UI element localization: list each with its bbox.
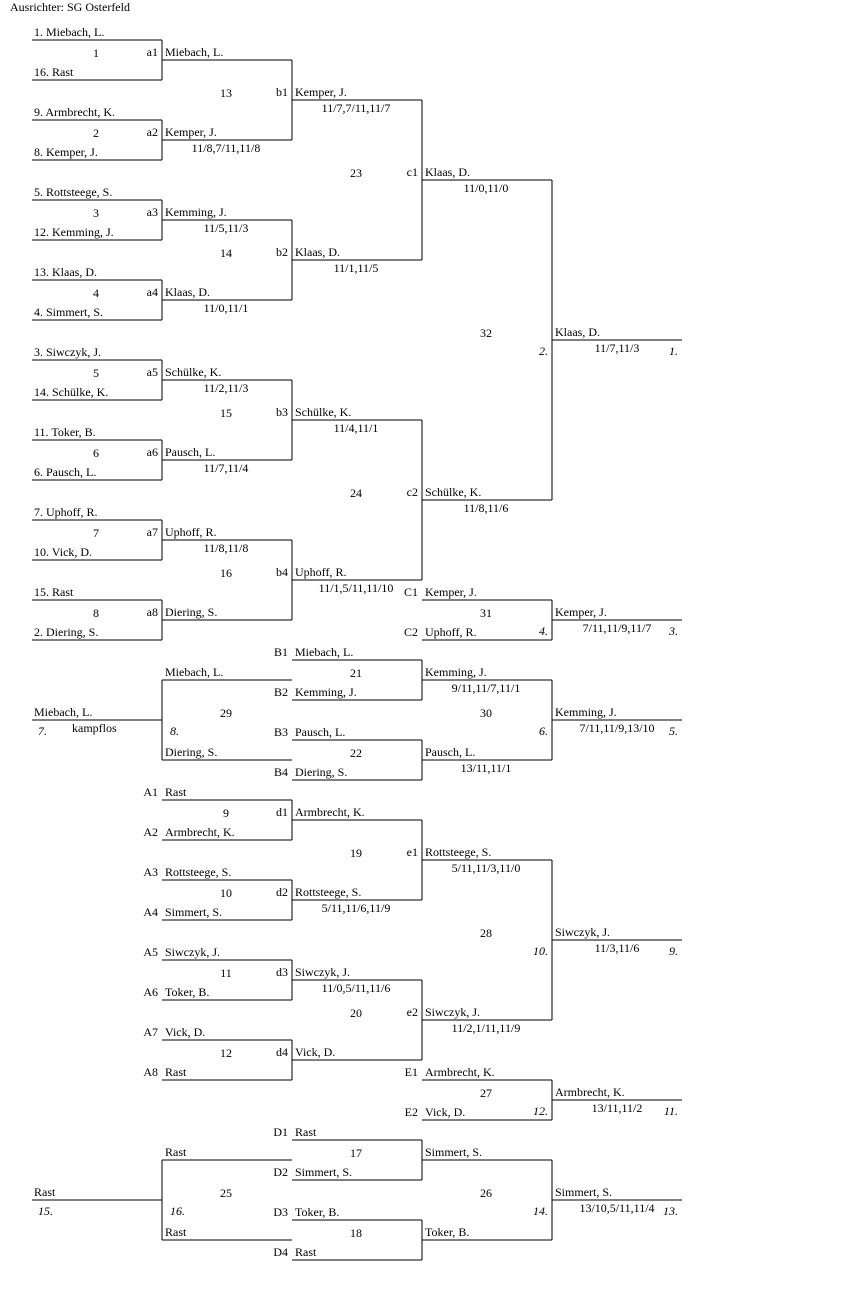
match-number: 15 bbox=[220, 406, 232, 420]
place3-match bbox=[404, 585, 682, 640]
slot-player: Rottsteege, S. bbox=[165, 865, 232, 879]
match-number: 2 bbox=[93, 126, 99, 140]
match-number: 8 bbox=[93, 606, 99, 620]
match-score: 11/7,11/4 bbox=[203, 461, 249, 475]
match-number: 20 bbox=[350, 1006, 362, 1020]
match-code: a1 bbox=[146, 45, 158, 59]
slot-label: A6 bbox=[143, 985, 158, 999]
match-score: 7/11,11/9,13/10 bbox=[579, 721, 655, 735]
match-winner: Pausch, L. bbox=[425, 745, 476, 759]
slot-player: Rast bbox=[295, 1125, 317, 1139]
match-winner: Kemper, J. bbox=[555, 605, 607, 619]
slot-player: Kemming, J. bbox=[295, 685, 357, 699]
place13-bracket bbox=[32, 1125, 682, 1260]
seed-entry: 6. Pausch, L. bbox=[34, 465, 97, 479]
seed-entry: 4. Simmert, S. bbox=[34, 305, 104, 319]
match-number: 12 bbox=[220, 1046, 232, 1060]
slot-label: D3 bbox=[273, 1205, 288, 1219]
match-number: 30 bbox=[480, 706, 492, 720]
match-number: 31 bbox=[480, 606, 492, 620]
match-score: 11/8,11/8 bbox=[203, 541, 249, 555]
slot-label: A7 bbox=[143, 1025, 158, 1039]
place-label: 2. bbox=[539, 344, 548, 358]
match-winner: Simmert, S. bbox=[425, 1145, 483, 1159]
match-winner: Uphoff, R. bbox=[295, 565, 347, 579]
match-winner: Siwczyk, J. bbox=[425, 1005, 480, 1019]
match-code: e1 bbox=[406, 845, 418, 859]
slot-player: Uphoff, R. bbox=[425, 625, 477, 639]
main-draw-lines bbox=[32, 40, 682, 640]
match-score: 7/11,11/9,11/7 bbox=[582, 621, 652, 635]
match-number: 23 bbox=[350, 166, 362, 180]
place-label: 9. bbox=[669, 944, 678, 958]
slot-player: Rast bbox=[295, 1245, 317, 1259]
slot-label: D1 bbox=[273, 1125, 288, 1139]
slot-label: C2 bbox=[403, 625, 418, 639]
match-score: 5/11,11/6,11/9 bbox=[321, 901, 391, 915]
match-number: 18 bbox=[350, 1226, 362, 1240]
match-winner: Simmert, S. bbox=[555, 1185, 613, 1199]
slot-player: Vick, D. bbox=[165, 1025, 206, 1039]
match-code: a7 bbox=[146, 525, 158, 539]
slot-label: B3 bbox=[273, 725, 288, 739]
match-code: b3 bbox=[276, 405, 288, 419]
match-number: 29 bbox=[220, 706, 232, 720]
match-score: 11/8,7/11,11/8 bbox=[191, 141, 261, 155]
match-code: a4 bbox=[146, 285, 158, 299]
match-code: d2 bbox=[276, 885, 288, 899]
match-score: 9/11,11/7,11/1 bbox=[451, 681, 521, 695]
match-winner: Kemper, J. bbox=[165, 125, 217, 139]
match-winner: Schülke, K. bbox=[295, 405, 352, 419]
match-winner: Armbrecht, K. bbox=[555, 1085, 625, 1099]
match-winner: Uphoff, R. bbox=[165, 525, 217, 539]
round1-matches bbox=[93, 45, 260, 620]
match-winner: Kemming, J. bbox=[555, 705, 617, 719]
match-score: 13/11,11/2 bbox=[591, 1101, 643, 1115]
seed-list bbox=[34, 25, 115, 639]
match-winner: Diering, S. bbox=[165, 605, 218, 619]
slot-label: A5 bbox=[143, 945, 158, 959]
slot-player: Diering, S. bbox=[165, 745, 218, 759]
match-code: a5 bbox=[146, 365, 158, 379]
seed-entry: 1. Miebach, L. bbox=[34, 25, 105, 39]
match-code: c2 bbox=[406, 485, 418, 499]
slot-player: Siwczyk, J. bbox=[165, 945, 220, 959]
match-number: 3 bbox=[93, 206, 99, 220]
match-score: 13/11,11/1 bbox=[460, 761, 512, 775]
semifinal-matches bbox=[350, 165, 508, 515]
slot-player: Miebach, L. bbox=[165, 665, 224, 679]
slot-label: A2 bbox=[143, 825, 158, 839]
slot-label: B2 bbox=[273, 685, 288, 699]
match-score: 13/10,5/11,11/4 bbox=[579, 1201, 655, 1215]
place-label: 5. bbox=[669, 724, 678, 738]
match-winner: Rottsteege, S. bbox=[425, 845, 492, 859]
champion-name: Klaas, D. bbox=[555, 325, 600, 339]
match-score: 11/1,5/11,11/10 bbox=[318, 581, 394, 595]
slot-player: Simmert, S. bbox=[295, 1165, 353, 1179]
slot-player: Diering, S. bbox=[295, 765, 348, 779]
match-winner: Schülke, K. bbox=[165, 365, 222, 379]
match-winner: Rottsteege, S. bbox=[295, 885, 362, 899]
slot-player: Kemper, J. bbox=[425, 585, 477, 599]
match-winner: Kemming, J. bbox=[165, 205, 227, 219]
match-code: a6 bbox=[146, 445, 158, 459]
round2-matches bbox=[220, 85, 393, 595]
match-winner: Schülke, K. bbox=[425, 485, 482, 499]
slot-label: B4 bbox=[273, 765, 288, 779]
seed-entry: 13. Klaas, D. bbox=[34, 265, 97, 279]
match-score: 11/0,11/0 bbox=[463, 181, 509, 195]
match-code: b1 bbox=[276, 85, 288, 99]
place-label: 10. bbox=[533, 944, 548, 958]
match-number: 26 bbox=[480, 1186, 492, 1200]
seed-entry: 3. Siwczyk, J. bbox=[34, 345, 101, 359]
match-score: 11/4,11/1 bbox=[333, 421, 379, 435]
match-code: c1 bbox=[406, 165, 418, 179]
organizer-header: Ausrichter: SG Osterfeld bbox=[10, 0, 130, 14]
match-winner: Kemper, J. bbox=[295, 85, 347, 99]
slot-player: Rast bbox=[165, 1225, 187, 1239]
match-winner: Toker, B. bbox=[425, 1225, 470, 1239]
match-number: 14 bbox=[220, 246, 232, 260]
slot-player: Armbrecht, K. bbox=[165, 825, 235, 839]
match-winner: Klaas, D. bbox=[165, 285, 210, 299]
seed-entry: 14. Schülke, K. bbox=[34, 385, 109, 399]
match-number: 32 bbox=[480, 326, 492, 340]
match-winner: Miebach, L. bbox=[34, 705, 93, 719]
place-label: 4. bbox=[539, 624, 548, 638]
slot-player: Rast bbox=[165, 1065, 187, 1079]
match-number: 13 bbox=[220, 86, 232, 100]
slot-player: Pausch, L. bbox=[295, 725, 346, 739]
seed-entry: 8. Kemper, J. bbox=[34, 145, 98, 159]
match-score: 11/2,11/3 bbox=[203, 381, 249, 395]
place-label: 6. bbox=[539, 724, 548, 738]
match-winner: Siwczyk, J. bbox=[555, 925, 610, 939]
match-winner: Klaas, D. bbox=[295, 245, 340, 259]
match-number: 17 bbox=[350, 1146, 362, 1160]
place-label: 15. bbox=[38, 1204, 53, 1218]
match-number: 10 bbox=[220, 886, 232, 900]
match-winner: Siwczyk, J. bbox=[295, 965, 350, 979]
place-label: 16. bbox=[170, 1204, 185, 1218]
place-label: 11. bbox=[663, 1104, 678, 1118]
place11-match bbox=[405, 1065, 682, 1120]
slot-label: D2 bbox=[273, 1165, 288, 1179]
slot-player: Armbrecht, K. bbox=[425, 1065, 495, 1079]
slot-player: Toker, B. bbox=[295, 1205, 340, 1219]
place-label: 7. bbox=[38, 724, 47, 738]
match-number: 6 bbox=[93, 446, 99, 460]
match-number: 11 bbox=[220, 966, 232, 980]
match-code: a3 bbox=[146, 205, 158, 219]
match-code: d1 bbox=[276, 805, 288, 819]
slot-label: C1 bbox=[403, 585, 418, 599]
match-number: 9 bbox=[223, 806, 229, 820]
slot-player: Toker, B. bbox=[165, 985, 210, 999]
slot-label: A1 bbox=[143, 785, 158, 799]
slot-player: Miebach, L. bbox=[295, 645, 354, 659]
match-number: 7 bbox=[93, 526, 99, 540]
match-number: 4 bbox=[93, 286, 99, 300]
match-score: 11/0,5/11,11/6 bbox=[321, 981, 391, 995]
match-code: a2 bbox=[146, 125, 158, 139]
place-label: 1. bbox=[669, 344, 678, 358]
place9-bracket bbox=[143, 785, 682, 1080]
match-score: 11/5,11/3 bbox=[203, 221, 249, 235]
place-label: 3. bbox=[669, 624, 678, 638]
slot-player: Vick, D. bbox=[425, 1105, 466, 1119]
match-code: d3 bbox=[276, 965, 288, 979]
match-winner: Rast bbox=[34, 1185, 56, 1199]
place5-bracket bbox=[32, 645, 682, 780]
match-winner: Pausch, L. bbox=[165, 445, 216, 459]
slot-label: A8 bbox=[143, 1065, 158, 1079]
seed-entry: 15. Rast bbox=[34, 585, 74, 599]
match-score: 11/2,1/11,11/9 bbox=[451, 1021, 521, 1035]
match-number: 27 bbox=[480, 1086, 492, 1100]
seed-entry: 5. Rottsteege, S. bbox=[34, 185, 113, 199]
place-label: 13. bbox=[663, 1204, 678, 1218]
slot-label: D4 bbox=[273, 1245, 288, 1259]
slot-player: Rast bbox=[165, 1145, 187, 1159]
match-code: b2 bbox=[276, 245, 288, 259]
match-number: 21 bbox=[350, 666, 362, 680]
match-number: 25 bbox=[220, 1186, 232, 1200]
match-winner: Klaas, D. bbox=[425, 165, 470, 179]
match-code: e2 bbox=[406, 1005, 418, 1019]
seed-entry: 7. Uphoff, R. bbox=[34, 505, 98, 519]
match-number: 22 bbox=[350, 746, 362, 760]
place-label: 14. bbox=[533, 1204, 548, 1218]
slot-label: A3 bbox=[143, 865, 158, 879]
seed-entry: 9. Armbrecht, K. bbox=[34, 105, 115, 119]
slot-label: E1 bbox=[404, 1065, 418, 1079]
match-score: 11/7,7/11,11/7 bbox=[321, 101, 391, 115]
match-score: 11/7,11/3 bbox=[594, 341, 640, 355]
match-number: 16 bbox=[220, 566, 232, 580]
match-score: 11/8,11/6 bbox=[463, 501, 509, 515]
match-number: 28 bbox=[480, 926, 492, 940]
seed-entry: 2. Diering, S. bbox=[34, 625, 99, 639]
slot-player: Rast bbox=[165, 785, 187, 799]
final-match bbox=[480, 325, 678, 358]
match-code: a8 bbox=[146, 605, 158, 619]
match-winner: Vick, D. bbox=[295, 1045, 336, 1059]
place-label: 8. bbox=[170, 724, 179, 738]
slot-label: A4 bbox=[143, 905, 158, 919]
match-code: b4 bbox=[276, 565, 288, 579]
place-label: 12. bbox=[533, 1104, 548, 1118]
seed-entry: 10. Vick, D. bbox=[34, 545, 93, 559]
match-score: 11/1,11/5 bbox=[333, 261, 379, 275]
match-winner: Miebach, L. bbox=[165, 45, 224, 59]
match-number: 5 bbox=[93, 366, 99, 380]
match-score: 5/11,11/3,11/0 bbox=[451, 861, 521, 875]
slot-player: Simmert, S. bbox=[165, 905, 223, 919]
slot-label: B1 bbox=[273, 645, 288, 659]
match-winner: Armbrecht, K. bbox=[295, 805, 365, 819]
match-code: d4 bbox=[276, 1045, 288, 1059]
match-score: 11/3,11/6 bbox=[594, 941, 640, 955]
match-number: 24 bbox=[350, 486, 362, 500]
match-number: 19 bbox=[350, 846, 362, 860]
match-number: 1 bbox=[93, 46, 99, 60]
seed-entry: 12. Kemming, J. bbox=[34, 225, 114, 239]
slot-label: E2 bbox=[404, 1105, 418, 1119]
seed-entry: 11. Toker, B. bbox=[34, 425, 96, 439]
seed-entry: 16. Rast bbox=[34, 65, 74, 79]
match-note: kampflos bbox=[72, 721, 117, 735]
match-score: 11/0,11/1 bbox=[203, 301, 249, 315]
match-winner: Kemming, J. bbox=[425, 665, 487, 679]
